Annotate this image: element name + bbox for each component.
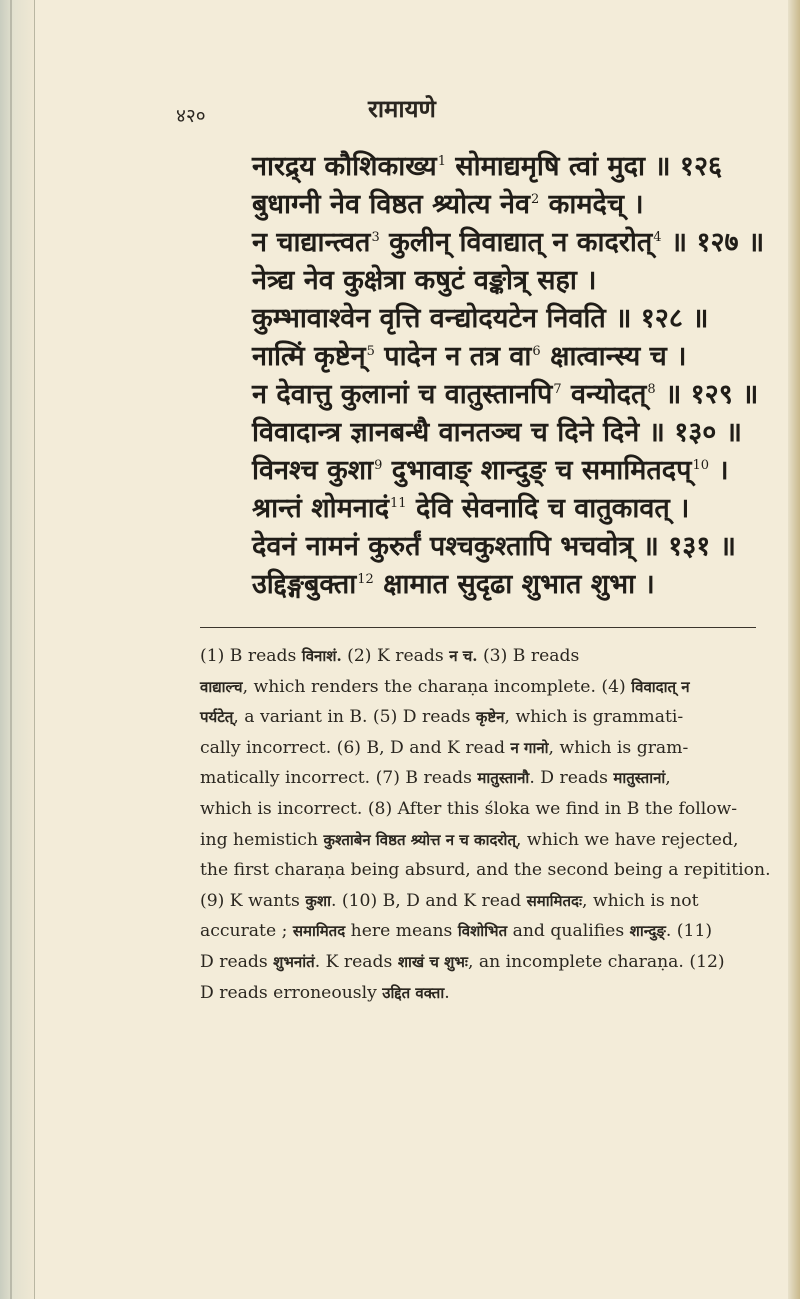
footnote-divider bbox=[200, 627, 756, 628]
verse-line: विनश्च कुशा$^9$ दुभावाङ् शान्दुङ् च समामितदप्$^{10}$ । bbox=[252, 455, 729, 486]
verse-line: न चाद्यान्त्वत$^3$ कुलीन् विवाद्यात् न कादरोत्$^4$ ॥ १२७ ॥ bbox=[252, 227, 765, 258]
page-number: ४२० bbox=[176, 105, 206, 127]
verse-line: श्रान्तं शोमनादं$^{11}$ देवि सेवनादि च वातुकावत् । bbox=[252, 493, 690, 524]
running-head: रामायणे bbox=[368, 94, 436, 123]
verse-line: नेत्र्द्य नेव कुक्षेत्रा कषुटं वङ्कोत्र् सहा । bbox=[252, 265, 597, 296]
book-binding-left bbox=[0, 0, 35, 1299]
footnote-line: D reads शुभनांतं. K reads शाखं च शुभः, an incomplete charaṇa. (12) bbox=[200, 951, 725, 972]
verse-line: बुधाग्नी नेव विष्ठत श्र्योत्य नेव$^2$ कामदेच् । bbox=[252, 189, 644, 220]
verse-block bbox=[252, 148, 792, 604]
footnote-line: cally incorrect. (6) B, D and K read न गानो, which is gram- bbox=[200, 737, 689, 758]
footnote-line: वाद्याल्च, which renders the charaṇa incomplete. (4) विवादात् न bbox=[200, 676, 690, 697]
footnote-line: accurate ; समामितद here means विशोभित and qualifies शान्दुङ्. (11) bbox=[200, 921, 713, 942]
verse-line: विवादान्त्र ज्ञानबन्धै वानतञ्च च दिने दिने ॥ १३० ॥ bbox=[252, 417, 742, 448]
footnote-line: matically incorrect. (7) B reads मातुस्तानौ. D reads मातुस्तानां, bbox=[200, 768, 671, 789]
footnote-line: D reads erroneously उद्दित वक्ता. bbox=[200, 982, 450, 1003]
footnote-line: (1) B reads विनाशं. (2) K reads न च. (3) B reads bbox=[200, 646, 580, 666]
footnote-line: (9) K wants कुशा. (10) B, D and K read समामितदः, which is not bbox=[200, 890, 699, 911]
footnote-line: पर्यटेत्, a variant in B. (5) D reads कृष्टेन, which is grammati- bbox=[200, 707, 684, 728]
verse-line: नात्मिं कृष्टेन्$^5$ पादेन न तत्र वा$^6$ क्षात्वान्स्य च । bbox=[252, 341, 687, 372]
footnotes bbox=[200, 641, 771, 1008]
footnote-line: ing hemistich कुश्ताबेन विष्ठत श्र्योत्त न च कादरोत्, which we have rejected, bbox=[200, 829, 739, 850]
footnote-line: the first charaṇa being absurd, and the second being a repitition. bbox=[200, 860, 771, 881]
verse-line: देवनं नामनं कुरुर्तं पश्चकुश्तापि भचवोत्र् ॥ १३१ ॥ bbox=[252, 531, 736, 562]
verse-line: उद्दिङ्गबुक्ता$^{12}$ क्षामात सुदृढा शुभात शुभा । bbox=[252, 569, 655, 600]
footnote-line: which is incorrect. (8) After this śloka we find in B the follow- bbox=[200, 798, 738, 819]
verse-line: नारद्र्य कौशिकाख्य$^1$ सोमाद्यमृषि त्वां मुदा ॥ १२६ bbox=[252, 151, 723, 182]
verse-line: न देवात्तु कुलानां च वातुस्तानपि$^7$ वन्योदत्$^8$ ॥ १२९ ॥ bbox=[252, 379, 759, 410]
verse-line: कुम्भावाश्वेन वृत्ति वन्द्योदयटेन निवति ॥ १२८ ॥ bbox=[252, 303, 709, 334]
